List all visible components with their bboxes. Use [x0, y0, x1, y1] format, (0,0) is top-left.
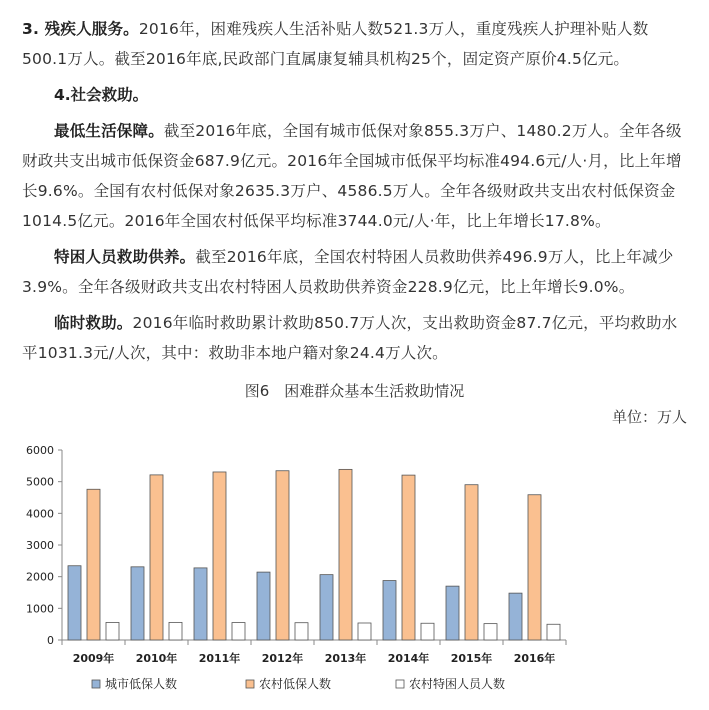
figure-title: 图6 困难群众基本生活救助情况: [244, 382, 465, 400]
x-category-label: 2011年: [198, 652, 241, 665]
bar-rural-tekun: [358, 623, 371, 640]
lead-disabled-services: 3. 残疾人服务。: [22, 20, 139, 38]
bar-rural-tekun: [484, 624, 497, 640]
section-heading-social-assistance: 4.社会救助。: [54, 86, 149, 104]
paragraph-disabled-services: [22, 14, 692, 74]
legend-swatch: [246, 680, 254, 688]
bar-urban-dibao: [131, 567, 144, 640]
paragraph-special-poverty: [22, 242, 692, 302]
y-tick-label: 5000: [26, 475, 54, 489]
bar-rural-dibao: [213, 472, 226, 640]
bar-urban-dibao: [320, 575, 333, 640]
lead-minimum-living: 最低生活保障。: [54, 122, 164, 140]
bar-urban-dibao: [257, 572, 270, 640]
bar-urban-dibao: [383, 581, 396, 640]
x-category-label: 2010年: [135, 652, 178, 665]
lead-special-poverty: 特困人员救助供养。: [54, 248, 196, 266]
x-category-label: 2013年: [324, 652, 367, 665]
legend-label: 城市低保人数: [105, 677, 178, 691]
bar-rural-tekun: [421, 623, 434, 640]
bar-rural-dibao: [528, 495, 541, 640]
lead-temporary-assistance: 临时救助。: [54, 314, 133, 332]
x-category-label: 2014年: [387, 652, 430, 665]
bar-rural-tekun: [106, 622, 119, 640]
y-tick-label: 1000: [26, 602, 54, 616]
x-category-label: 2016年: [513, 652, 556, 665]
x-category-label: 2015年: [450, 652, 493, 665]
bar-rural-dibao: [339, 469, 352, 640]
bar-urban-dibao: [509, 593, 522, 640]
x-category-label: 2009年: [72, 652, 115, 665]
bar-rural-tekun: [232, 623, 245, 640]
y-tick-label: 6000: [26, 444, 54, 457]
bar-rural-dibao: [150, 475, 163, 640]
bar-rural-dibao: [465, 485, 478, 640]
y-tick-label: 4000: [26, 507, 54, 521]
bar-rural-tekun: [169, 622, 182, 640]
paragraph-minimum-living: [22, 116, 692, 236]
text-disabled-services: 2016年，困难残疾人生活补贴人数521.3万人，重度残疾人护理补贴人数500.1万人。截至2016年底,民政部门直属康复辅具机构25个，固定资产原价4.5亿元。: [22, 20, 649, 68]
bar-urban-dibao: [68, 566, 81, 640]
legend-label: 农村低保人数: [259, 677, 332, 691]
article-body: [22, 14, 692, 374]
bar-rural-tekun: [547, 624, 560, 640]
bar-rural-dibao: [402, 475, 415, 640]
text-temporary-assistance: 2016年临时救助累计救助850.7万人次，支出救助资金87.7亿元，平均救助水平1031.3元/人次，其中：救助非本地户籍对象24.4万人次。: [22, 314, 678, 362]
y-tick-label: 2000: [26, 570, 54, 584]
text-minimum-living: 截至2016年底，全国有城市低保对象855.3万户、1480.2万人。全年各级财政共支出城市低保资金687.9亿元。2016年全国城市低保平均标准494.6元/人·月，比上年增长9.6%。全国有农村低保对象2635.3万户、4586.5万人。全年各级财政共支出农村低保资金1014.5亿元。2016年全国农村低保平均标准3744.0元/人·年，比上年增长17.8%。: [22, 122, 682, 230]
bar-urban-dibao: [446, 586, 459, 640]
bar-urban-dibao: [194, 568, 207, 640]
bar-rural-tekun: [295, 623, 308, 640]
legend-label: 农村特困人员人数: [409, 677, 506, 691]
legend-swatch: [92, 680, 100, 688]
bar-rural-dibao: [276, 471, 289, 640]
y-tick-label: 3000: [26, 539, 54, 552]
bar-rural-dibao: [87, 489, 100, 640]
legend-swatch: [396, 680, 404, 688]
figure-unit: 单位：万人: [611, 408, 687, 426]
paragraph-temporary-assistance: [22, 308, 692, 368]
x-category-label: 2012年: [261, 652, 304, 665]
y-tick-label: 0: [47, 634, 54, 647]
assistance-bar-chart: [0, 428, 709, 710]
text-special-poverty: 截至2016年底，全国农村特困人员救助供养496.9万人，比上年减少3.9%。全年各级财政共支出农村特困人员救助供养资金228.9亿元，比上年增长9.0%。: [22, 248, 674, 296]
